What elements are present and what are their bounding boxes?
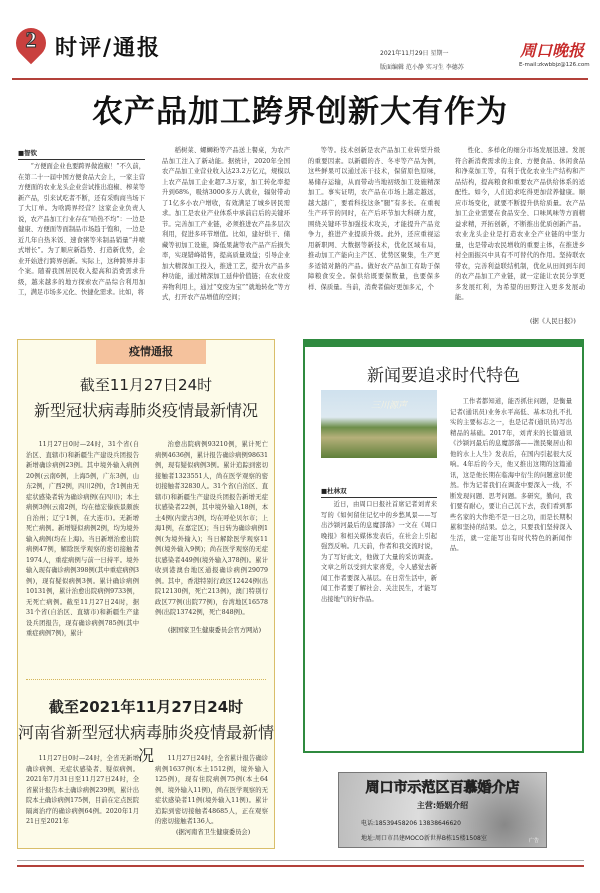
national-column-1: 11月27日0时—24时，31个省(自治区、直辖市)和新疆生产建设兵团报告新增确诊病例23例。其中境外输入病例20例(云南6例，上海5例，广东3例，山东2例，广西2例，四川2例)，含1例由无症状感染者转为确诊病例(在四川)；本土病例3例(云南2例，均在德宏傣族景颇族自治州；辽宁1例，在大连市)。无新增死亡病例。新增疑似病例2例，均为境外输入病例(均在上海)。当日新增治愈出院病例47例，解除医学观察的密切接触者1974人，重症病例与前一日持平。境外输入现有确诊病例398例(其中重症病例3例)，现有疑似病例3例。累计确诊病例10131例，累计治愈出院病例9733例，无死亡病例。截至11月27日24时，据31个省(自治区、直辖市)和新疆生产建设兵团报告，现有确诊病例785例(其中重症病例7例)，累计 — [26, 441, 139, 637]
feature-photo — [321, 390, 437, 458]
article-headline: 农产品加工跨界创新大有作为 — [92, 94, 508, 130]
henan-column-1: 11月27日0时—24时，全省无新增确诊病例、无症状感染者、疑似病例。2021年7月31日至11月27日24时，全省累计报告本土确诊病例239例，累计出院本土确诊病例175例，目前在定点医院隔离治疗的确诊病例64例。2020年1月21日至2021年 — [26, 755, 139, 825]
footer-red-line — [17, 865, 584, 867]
article-column-2: 稻树菜、螺蛳粉等产品送上餐桌，为农产品加工注入了新动能。据统计，2020年全国农产品加工业营业收入达23.2万亿元，规模以上农产品加工企业超7.3万家，加工转化率提升到68%，吸纳3000多万人就业，辐射带动了1亿多小农户增收，有效满足了城乡居民需求。加工是农业产业体系中承前启后的关键环节。完善加工产业链，必须推进农产品多层次利用，促进多环节增值。比如，建好烘干、储藏等初加工设施，降低果蔬等农产品产后损失率，实现错峰销售，提高质量效益；引导企业加大精深加工投入，推进工艺，提升农产品多种功能，通过精深加工延伸价值链；在农业废弃物利用上，通过“变废为宝”“就地转化”等方式，打开农产品增值的空间； — [162, 147, 290, 301]
newspaper-logo: 周口晚报 — [520, 41, 585, 60]
article-column-4: 性化、多样化的细分市场发展迅速。发展符合新消费需求的主食、方便食品、休闲食品和净菜加工等，有利于优化农业生产结构和产品结构，提高粮食和重要农产品供给体系的适配性。如今，人们追求吃得更加营养健康。顺应市场变化，就要不断提升供给质量。农产品加工企业需要在食品安全、口味风味等方面精益求精，开拓创新，不断推出优质创新产品。农业龙头企业是打造农业全产业链的中坚力量，也是带动农民增收的重要主体，在推进乡村全面振兴中具有不可替代的作用。坚持联农带农，完善利益联结机制，优化从田间到车间的农产品加工产业链，就一定能让农民分享更多发展红利，为希望的田野注入更多发展动能。 — [455, 147, 585, 301]
henan-source: (据河南省卫生健康委员会) — [176, 829, 251, 836]
national-column-2: 治愈出院病例93210例，累计死亡病例4636例，累计报告确诊病例98631例，现有疑似病例3例。累计追踪到密切接触者1323551人，尚在医学观察的密切接触者32830人。31个省(自治区、直辖市)和新疆生产建设兵团报告新增无症状感染者22例，其中境外输入18例，本土4例(内蒙古3例，均在呼伦贝尔市；上海1例，在嘉定区)；当日转为确诊病例1例(为境外输入)；当日解除医学观察11例(境外输入9例)；尚在医学观察的无症状感染者449例(境外输入378例)。累计收到港澳台地区通报确诊病例29079例。其中，香港特别行政区12424例(出院12130例，死亡213例)，澳门特别行政区77例(出院77例)，台湾地区16578例(出院13742例，死亡848例)。 — [155, 441, 268, 616]
article-column-3: 等等。技术创新是农产品加工业转型升级的重要因素。以新疆的杏、冬枣等产品为例，这些鲜果可以通过冻干技术，保留原色原味，易储存运输，从而带动当地初级加工设施精深加工。事实证明，农产品在市场上越走越远，越大越广，要看科技这条“腿”有多长。在重视生产环节的同时，在产后环节加大科研力度，围绕关键环节加强技术攻关，才能提升产品竞争力，推进产业提质升级。此外，还应重视运用新职网、大数据等新技术，优化区域布局，推动加工产能向主产区、优势区聚集，生产更多适销对路的产品。做好农产品加工有助于保障粮食安全。保供给既要保数量，也要保多样、保质量。当前，消费者偏好更加多元，个 — [308, 147, 440, 291]
feature-title: 新闻要追求时代特色 — [367, 366, 520, 386]
page-number: 2 — [25, 27, 37, 52]
advertisement — [338, 772, 547, 848]
photo-caption: 三川源声 — [371, 401, 408, 411]
feature-box — [303, 339, 584, 753]
national-title-line1: 截至11月27日24时 — [79, 376, 213, 394]
ad-phone: 电话:18539458206 13838646620 — [361, 820, 461, 827]
email: E-mail:zkwbbjz@126.com — [519, 62, 590, 68]
henan-column-2: 11月27日24时，全省累计报告确诊病例1637例(本土1512例，境外输入125例)，现有住院病例75例(本土64例、境外输入11例)，尚在医学观察的无症状感染者11例(境外输入11例)。累计追踪到密切接触者48685人，正在观察的密切接触者136人。 — [155, 755, 268, 825]
article-source: (据《人民日报》) — [530, 318, 576, 325]
feature-column-2: 工作者都知道，能否抓住问题，是衡量记者(通讯员)业务水平高低、基本功扎不扎实的主要标志之一，也是记者(通讯员)写出精品的基础。2017年，刘青来的长篇通讯《沙颍河最后的息魔部落——渔民聚居山和他的水上人生》发表后，在国内引起很大反响。4年后的今天，他又推出这期的这篇通讯，这是他长期在临海中衍生的问题意识使然。作为记者我们在调查中要深入一线，不断发现问题、思考问题。多研究，勤问，我们要有耐心，要让自己沉下去，我们看到那些名家的大作绝不是一日之功，而是长期积累和坚持的结果。总之，只要我们坚持深入生活，就一定能写出有时代特色的新闻作品。 — [450, 398, 572, 552]
box-divider — [26, 679, 266, 680]
national-title-line2: 新型冠状病毒肺炎疫情最新情况 — [33, 401, 258, 420]
article-byline: ■智钦 — [18, 148, 145, 160]
henan-title-line1: 截至2021年11月27日24时 — [48, 698, 244, 716]
header-divider — [12, 78, 588, 80]
ad-mark: 广告 — [529, 838, 540, 844]
feature-byline: ■杜林双 — [321, 486, 437, 498]
ad-title: 周口市示范区百慕婚介店 — [365, 780, 520, 796]
section-title: 时评/通报 — [55, 35, 162, 61]
article-column-1: “方便面企业也要跨界做泡椒！”不久前，在第二十一届中国方便食品大会上，一家主营方便面的农业龙头企业尝试推出泡椒、榨菜等新产品，引来试吃者不断，还有采购商当场下了大订单。为啥跨界经营？这家企业负责人说，农产品加工行业存在“哈热不均”：一边是健康、方便面等面制品市场趋于饱和，一边是近几年自热米饭、速食粥等米制品销量“井喷式增长”。为了顺应新趋势、打造新优势，企业开始进行跨界创新。实际上，这种跨界并非个案。随着我国居民收入提高和消费需求升级，越来越多的地方探索农产品综合利用加工，满足市场多元化、快捷化需求。比如，将 — [18, 163, 145, 296]
epidemic-report-box — [17, 339, 275, 849]
footer-line — [17, 860, 584, 861]
national-source: (据国家卫生健康委员会官方网站) — [168, 627, 262, 634]
ad-address: 地址:周口市昌建MOCO新世界B栋15楼1508室 — [361, 835, 487, 842]
feature-column-1: 近日，由周口日报社首席记者刘青来写的《如何留住记忆中的乡愁风景——写出沙颍河最后的息魔部落》一文在《周口晚报》和相关媒体发表后，在社会上引起强烈反响。几天前，作者和我交流时说，为了写好此文，他做了大量的采访调查。文章之所以受到大家喜爱，令人感觉去新闻工作者要深入基层。在日常生活中，新闻工作者要了解社会、关注民生，才能写出接地气的好作品。 — [321, 501, 437, 603]
issue-date: 2021年11月29日 星期一 — [380, 50, 449, 57]
epidemic-tag: 疫情通报 — [96, 340, 206, 364]
editors: 版面编辑 范小静 实习生 李德苏 — [380, 64, 464, 71]
henan-title-line2: 河南省新型冠状病毒肺炎疫情最新情况 — [18, 723, 275, 765]
ad-business: 主营:婚姻介绍 — [416, 801, 469, 810]
